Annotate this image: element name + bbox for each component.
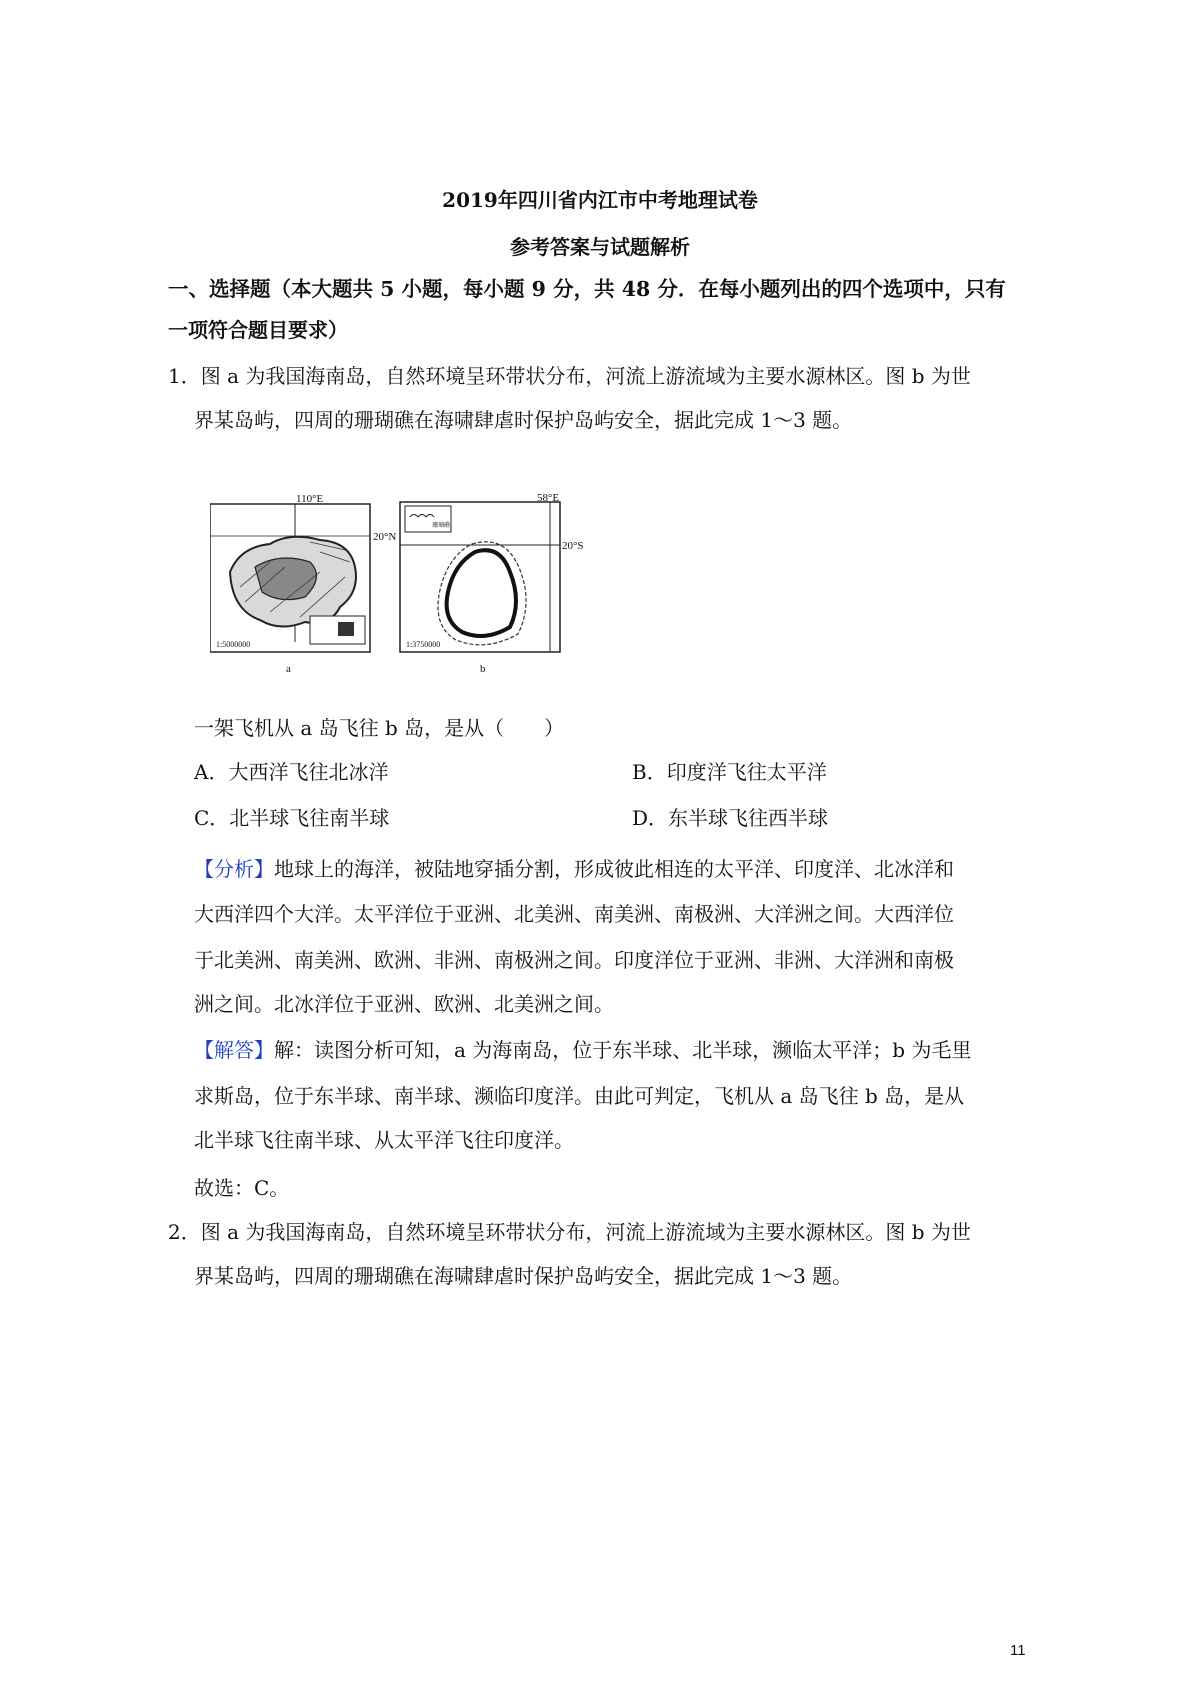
q1-option-b: B．印度洋飞往太平洋 [632,760,827,784]
map-b-legend-label: 珊瑚礁 [432,522,451,529]
q1-answer-line-3: 北半球飞往南半球、从太平洋飞往印度洋。 [194,1128,574,1152]
q1-option-d: D．东半球飞往西半球 [632,806,829,830]
map-a-caption: a [286,663,291,675]
map-a [210,493,396,675]
page-title: 2019年四川省内江市中考地理试卷 [442,188,758,212]
q1-question: 一架飞机从 a 岛飞往 b 岛，是从（ ） [194,716,565,740]
analysis-tag: 【分析】 [194,857,274,881]
q2-stem-line-2: 界某岛屿，四周的珊瑚礁在海啸肆虐时保护岛屿安全，据此完成 1～3 题。 [194,1264,853,1288]
coral-reef-ring [438,542,526,645]
answer-tag: 【解答】 [194,1038,274,1062]
map-a-legend-box [310,616,365,644]
q1-option-c: C．北半球飞往南半球 [194,806,390,830]
q1-maps-figure [210,492,670,692]
q1-answer-line-1: 【解答】解：读图分析可知，a 为海南岛，位于东半球、北半球，濒临太平洋；b 为毛里 [194,1038,972,1062]
hainan-inner-zone [255,558,316,600]
map-a-scale: 1:5000000 [216,640,251,649]
q1-analysis-line-2: 大西洋四个大洋。太平洋位于亚洲、北美洲、南美洲、南极洲、大洋洲之间。大西洋位 [194,902,954,926]
q2-stem-line-1: 2．图 a 为我国海南岛，自然环境呈环带状分布，河流上游流域为主要水源林区。图 b 为世 [168,1220,971,1244]
q1-analysis-line-3: 于北美洲、南美洲、欧洲、非洲、南极洲之间。印度洋位于亚洲、非洲、大洋洲和南极 [194,948,954,972]
page-number: 11 [1010,1642,1026,1659]
q1-answer-line-2: 求斯岛，位于东半球、南半球、濒临印度洋。由此可判定，飞机从 a 岛飞往 b 岛，是从 [194,1084,965,1108]
map-b-meridian-label: 58°E [537,492,560,504]
map-a-legend-swatch [338,622,354,636]
q1-analysis-line-1: 【分析】地球上的海洋，被陆地穿插分割，形成彼此相连的太平洋、印度洋、北冰洋和 [194,857,954,881]
q1-stem-line-1: 1．图 a 为我国海南岛，自然环境呈环带状分布，河流上游流域为主要水源林区。图 b 为世 [168,364,971,388]
page-subtitle: 参考答案与试题解析 [510,235,690,259]
q1-analysis-line-4: 洲之间。北冰洋位于亚洲、欧洲、北美洲之间。 [194,992,614,1016]
map-b [400,492,584,675]
map-b-caption: b [480,663,486,675]
section-heading-line-1: 一、选择题（本大题共 5 小题，每小题 9 分，共 48 分．在每小题列出的四个选项中，只有 [168,277,1006,301]
map-a-meridian-label: 110°E [296,493,324,505]
q1-choice: 故选：C。 [194,1176,290,1200]
map-b-parallel-label: 20°S [562,540,584,552]
mauritius-island-outline [447,550,516,636]
map-a-parallel-label: 20°N [373,531,397,543]
map-b-scale: 1:3750000 [406,640,441,649]
q1-stem-line-2: 界某岛屿，四周的珊瑚礁在海啸肆虐时保护岛屿安全，据此完成 1～3 题。 [194,408,853,432]
q1-option-a: A．大西洋飞往北冰洋 [194,760,389,784]
section-heading-line-2: 一项符合题目要求） [168,318,348,342]
